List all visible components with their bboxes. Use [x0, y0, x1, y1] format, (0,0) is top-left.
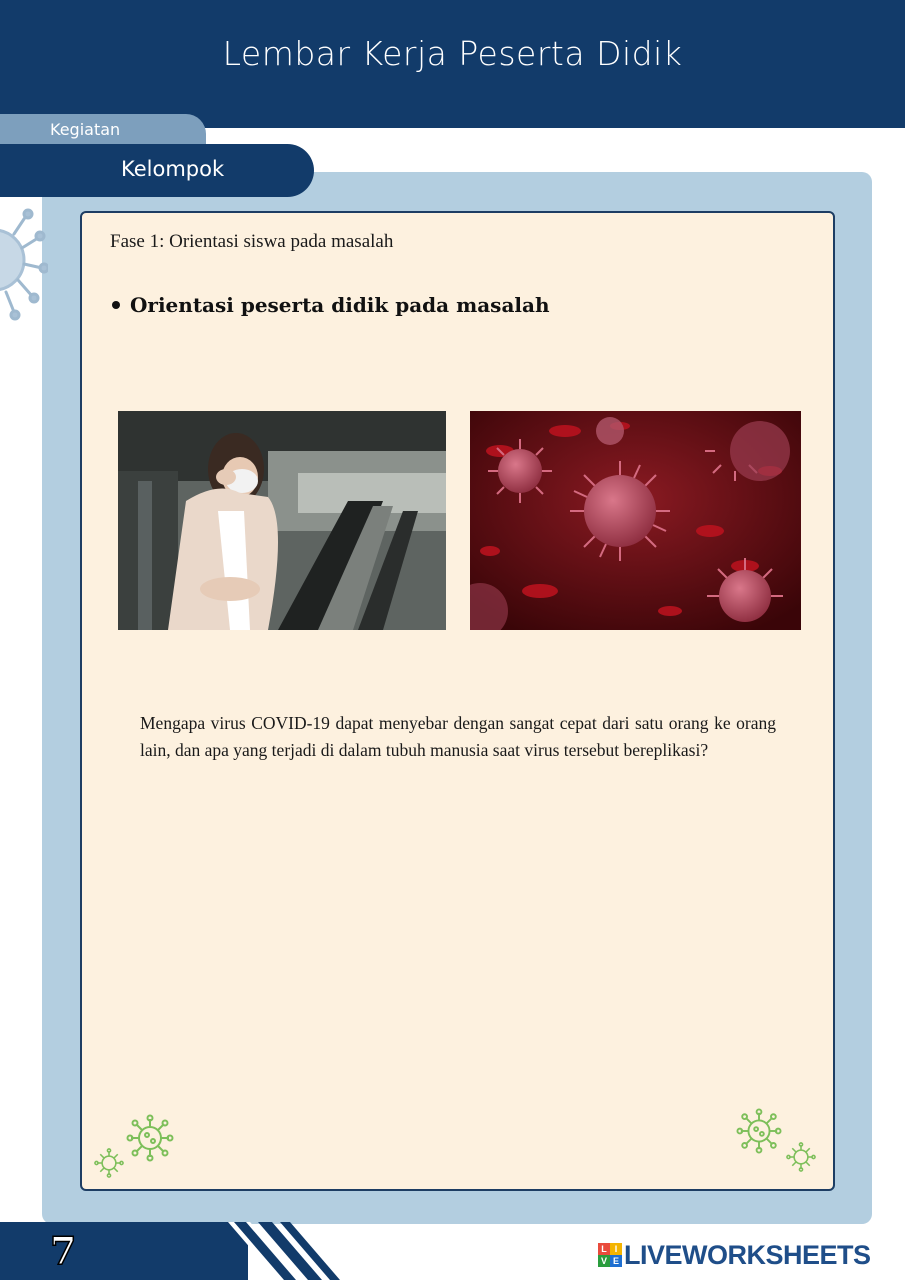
liveworksheets-logo-icon — [598, 1243, 622, 1267]
footer-band — [0, 1222, 248, 1280]
logo-letter: I — [610, 1243, 622, 1255]
logo-letter: V — [598, 1255, 610, 1267]
bullet-heading-text: Orientasi peserta didik pada masalah — [130, 293, 550, 317]
virus-decoration-small-green-icon — [94, 1148, 124, 1178]
group-tab-label: Kelompok — [121, 157, 225, 181]
content-card — [80, 211, 835, 1191]
virus-decoration-icon — [0, 198, 48, 328]
brand-text: LIVEWORKSHEETS — [624, 1239, 871, 1270]
footer-stripes — [228, 1222, 348, 1280]
woman-coughing-photo — [118, 411, 446, 630]
logo-letter: E — [610, 1255, 622, 1267]
page-number: 7 — [50, 1228, 77, 1273]
page-header — [0, 0, 905, 128]
page-title: Lembar Kerja Peserta Didik — [222, 34, 683, 73]
question-text: Mengapa virus COVID-19 dapat menyebar dengan sangat cepat dari satu orang ke orang lain, dan apa yang terjadi di dalam tubuh manusia saat virus tersebut bereplikasi? — [140, 713, 776, 760]
virus-decoration-small-green-icon — [786, 1142, 816, 1172]
virus-decoration-green-icon — [126, 1114, 174, 1162]
phase-title: Fase 1: Orientasi siswa pada masalah — [110, 231, 394, 252]
virus-decoration-green-icon — [736, 1108, 782, 1154]
coronavirus-illustration — [470, 411, 801, 630]
activity-tab-label: Kegiatan — [50, 120, 121, 139]
liveworksheets-brand — [598, 1240, 871, 1270]
logo-letter: L — [598, 1243, 610, 1255]
group-tab — [0, 144, 314, 197]
bullet-heading — [112, 293, 550, 317]
bullet-dot — [112, 301, 120, 309]
